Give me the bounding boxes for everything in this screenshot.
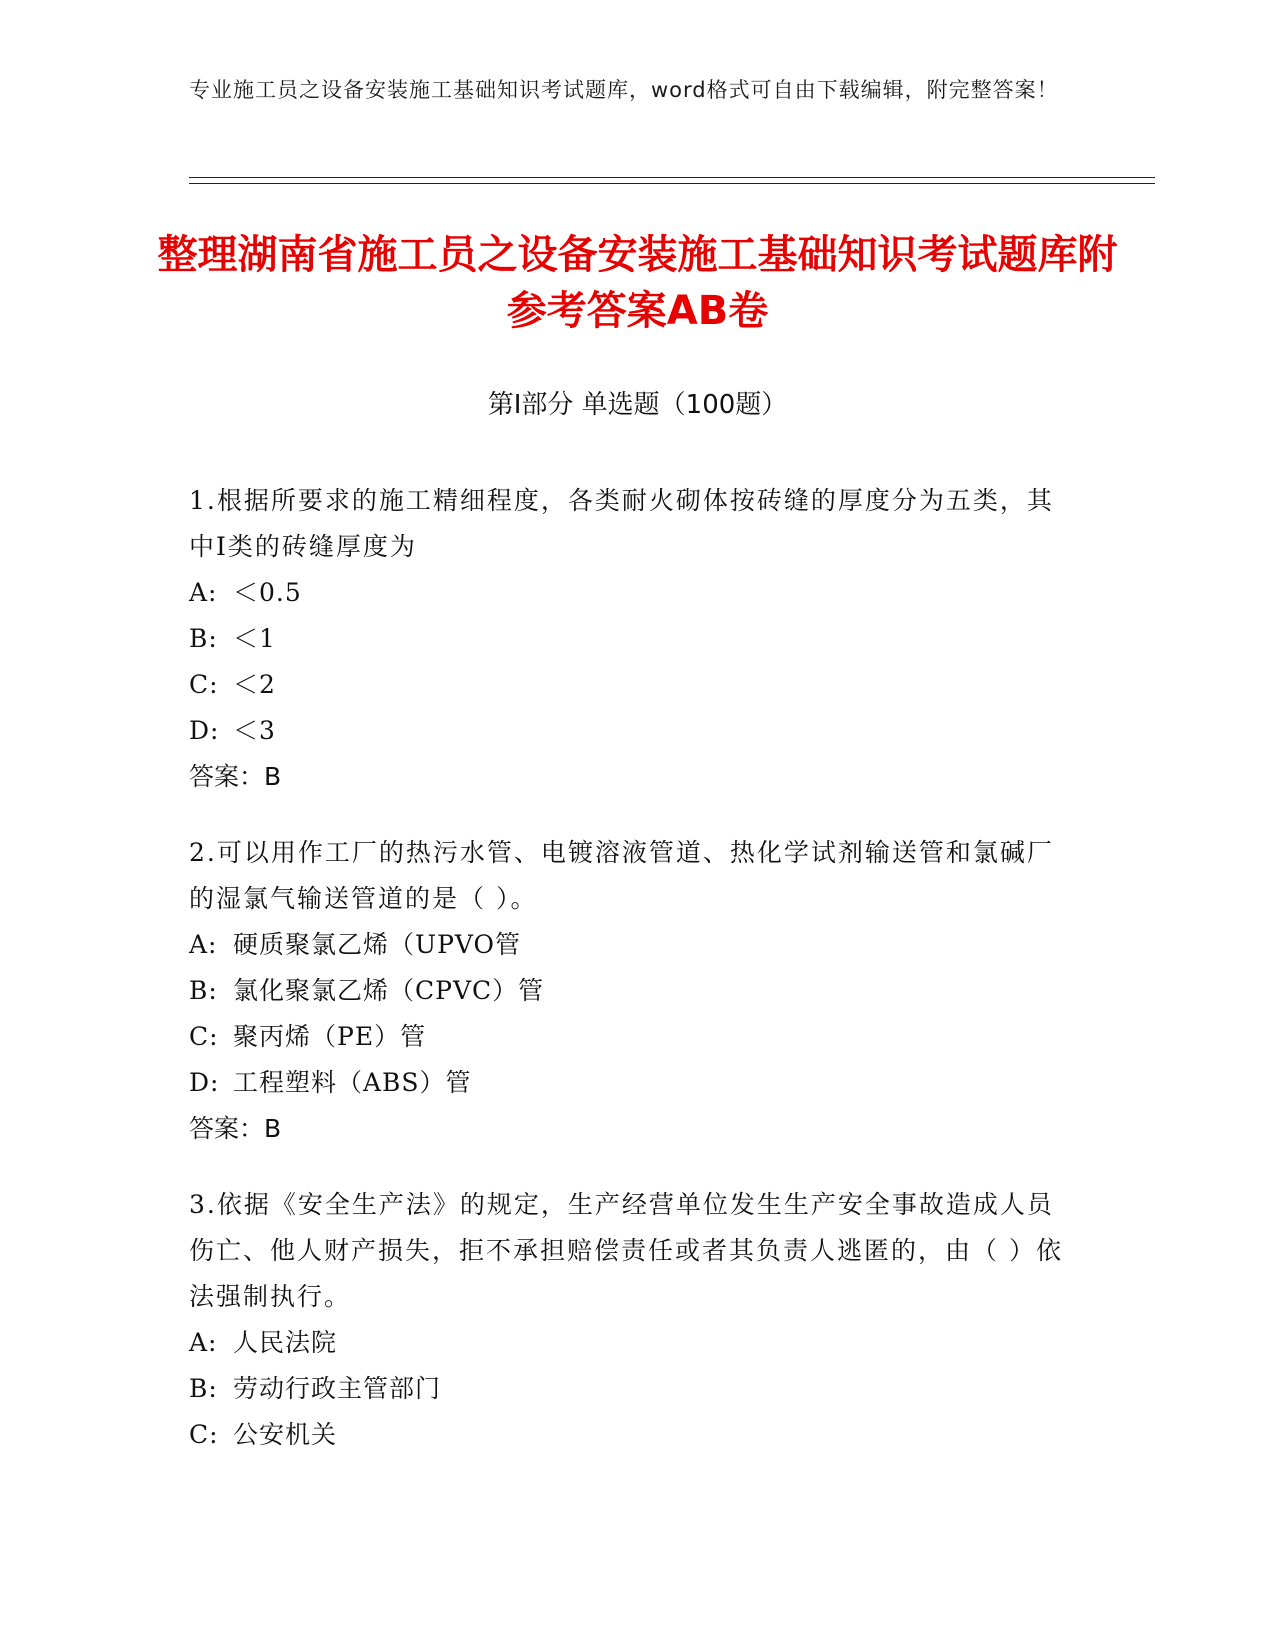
option-text: 硬质聚氯乙烯（UPVO管 bbox=[233, 930, 522, 959]
question-stem: 2.可以用作工厂的热污水管、电镀溶液管道、热化学试剂输送管和氯碱厂的湿氯气输送管道的是（ ）。 bbox=[189, 838, 1054, 913]
header-rule-top bbox=[189, 177, 1155, 178]
option-text: 公安机关 bbox=[233, 1420, 338, 1449]
header-rule-bottom bbox=[189, 183, 1155, 184]
option-key: B: bbox=[189, 624, 218, 653]
option-d bbox=[189, 708, 1069, 754]
document-title: 整理湖南省施工员之设备安装施工基础知识考试题库附参考答案AB卷 bbox=[157, 232, 1118, 334]
option-a bbox=[189, 1320, 1069, 1366]
option-a bbox=[189, 570, 1069, 616]
option-key: D: bbox=[189, 716, 220, 745]
answer-value: B bbox=[264, 1114, 282, 1143]
option-text: 氯化聚氯乙烯（CPVC）管 bbox=[233, 976, 545, 1005]
section-heading: 第Ⅰ部分 单选题（100题） bbox=[487, 390, 788, 420]
option-key: C: bbox=[189, 1022, 219, 1051]
answer-value: B bbox=[264, 762, 282, 791]
question-stem: 3.依据《安全生产法》的规定，生产经营单位发生生产安全事故造成人员伤亡、他人财产损失，拒不承担赔偿责任或者其负责人逃匿的，由（ ）依法强制执行。 bbox=[189, 1190, 1063, 1311]
option-key: C: bbox=[189, 670, 219, 699]
option-c bbox=[189, 1014, 1069, 1060]
question-2 bbox=[189, 830, 1069, 1152]
option-b bbox=[189, 1366, 1069, 1412]
question-list bbox=[189, 478, 1069, 1488]
option-text: ＜3 bbox=[233, 716, 276, 745]
answer-label: 答案： bbox=[189, 1114, 265, 1143]
option-key: B: bbox=[189, 976, 218, 1005]
option-c bbox=[189, 1412, 1069, 1458]
option-key: D: bbox=[189, 1068, 220, 1097]
question-3 bbox=[189, 1182, 1069, 1458]
header-note: 专业施工员之设备安装施工基础知识考试题库，word格式可自由下载编辑，附完整答案！ bbox=[189, 78, 1059, 102]
option-text: ＜1 bbox=[233, 624, 276, 653]
option-text: ＜0.5 bbox=[233, 578, 302, 607]
option-text: ＜2 bbox=[233, 670, 276, 699]
option-a bbox=[189, 922, 1069, 968]
option-text: 人民法院 bbox=[233, 1328, 338, 1357]
option-b bbox=[189, 616, 1069, 662]
option-text: 工程塑料（ABS）管 bbox=[233, 1068, 472, 1097]
question-stem: 1.根据所要求的施工精细程度，各类耐火砌体按砖缝的厚度分为五类，其中Ⅰ类的砖缝厚度为 bbox=[189, 486, 1054, 561]
answer bbox=[189, 1106, 1069, 1152]
option-key: B: bbox=[189, 1374, 218, 1403]
option-text: 聚丙烯（PE）管 bbox=[233, 1022, 427, 1051]
option-d bbox=[189, 1060, 1069, 1106]
option-c bbox=[189, 662, 1069, 708]
option-key: C: bbox=[189, 1420, 219, 1449]
option-key: A: bbox=[189, 930, 218, 959]
answer bbox=[189, 754, 1069, 800]
option-text: 劳动行政主管部门 bbox=[233, 1374, 442, 1403]
question-1 bbox=[189, 478, 1069, 800]
option-b bbox=[189, 968, 1069, 1014]
answer-label: 答案： bbox=[189, 762, 265, 791]
option-key: A: bbox=[189, 578, 218, 607]
option-key: A: bbox=[189, 1328, 218, 1357]
